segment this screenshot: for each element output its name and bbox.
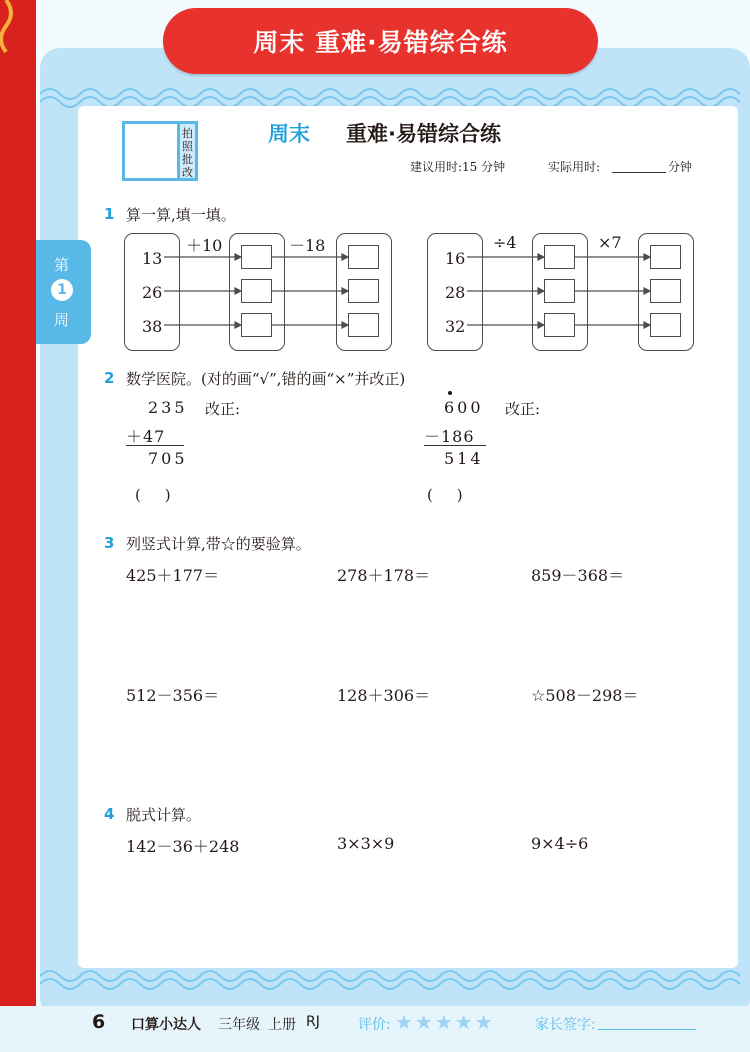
equation: 512－356＝ (126, 686, 220, 705)
vertical-result: 705 (148, 449, 188, 468)
vertical-line (126, 445, 184, 446)
equation: 128＋306＝ (337, 686, 431, 705)
equation: 859－368＝ (531, 566, 625, 585)
question-number: 2 (104, 369, 115, 387)
input-value: 38 (142, 317, 163, 336)
rating-label: 评价: (358, 1017, 391, 1033)
decorative-side-strip (0, 0, 36, 1052)
equation: 425＋177＝ (126, 566, 220, 585)
vertical-line (424, 445, 486, 446)
input-value: 28 (445, 283, 466, 302)
borrow-dot (448, 391, 452, 395)
operation-label: ÷4 (493, 233, 517, 252)
correction-label: 改正: (505, 400, 541, 418)
book-title: 口算小达人 (131, 1017, 201, 1033)
photo-grade-label: 拍照批改 (180, 121, 198, 181)
input-value: 16 (445, 249, 466, 268)
page-title-weekend: 周末 (268, 122, 310, 146)
vertical-top: 235 (148, 398, 188, 417)
alarm-clock-icon: 1 (51, 279, 73, 301)
page-banner: 周末 重难·易错综合练 (163, 8, 598, 74)
actual-time-unit: 分钟 (668, 160, 693, 174)
question-number: 1 (104, 205, 115, 223)
input-value: 32 (445, 317, 466, 336)
judgement-paren[interactable]: ( ) (135, 486, 171, 504)
equation: ☆508－298＝ (531, 686, 639, 705)
correction-label: 改正: (205, 400, 241, 418)
edition-label: RJ (306, 1014, 320, 1030)
volume-label: 上册 (268, 1017, 296, 1033)
equation: 142－36＋248 (126, 837, 240, 856)
question-prompt: 数学医院。(对的画“√”,错的画“×”并改正) (126, 370, 406, 388)
page-number: 6 (92, 1011, 106, 1033)
vertical-top: 600 (444, 398, 484, 417)
grade-label: 三年级 (218, 1017, 260, 1033)
equation: 9×4÷6 (531, 834, 589, 853)
parent-signature-label: 家长签字: (535, 1017, 596, 1033)
vertical-operand: ＋47 (126, 427, 166, 446)
week-tab-prefix: 第 (54, 256, 70, 274)
question-prompt: 列竖式计算,带☆的要验算。 (126, 535, 311, 553)
suggested-time: 建议用时:15 分钟 (410, 160, 506, 174)
flow-arrows (164, 245, 354, 345)
vertical-operand: －186 (424, 427, 475, 446)
equation: 3×3×9 (337, 834, 395, 853)
operation-label: ＋10 (186, 236, 223, 255)
actual-time-label: 实际用时: (548, 160, 601, 174)
question-prompt: 算一算,填一填。 (126, 206, 236, 224)
judgement-paren[interactable]: ( ) (427, 486, 463, 504)
week-tab (36, 240, 91, 344)
rating-stars[interactable]: ★★★★★ (395, 1010, 495, 1034)
actual-time-blank[interactable] (612, 172, 666, 173)
page-title-main: 重难·易错综合练 (346, 122, 501, 146)
week-tab-suffix: 周 (54, 311, 70, 329)
signature-line[interactable] (598, 1029, 696, 1030)
wavy-border-bottom (40, 966, 750, 996)
operation-label: ×7 (598, 233, 622, 252)
question-number: 3 (104, 534, 115, 552)
question-prompt: 脱式计算。 (126, 806, 202, 824)
operation-label: －18 (289, 236, 326, 255)
equation: 278＋178＝ (337, 566, 431, 585)
flow-arrows (467, 245, 657, 345)
input-value: 26 (142, 283, 163, 302)
vertical-result: 514 (444, 449, 484, 468)
question-number: 4 (104, 805, 115, 823)
photo-box (122, 121, 180, 181)
input-value: 13 (142, 249, 163, 268)
